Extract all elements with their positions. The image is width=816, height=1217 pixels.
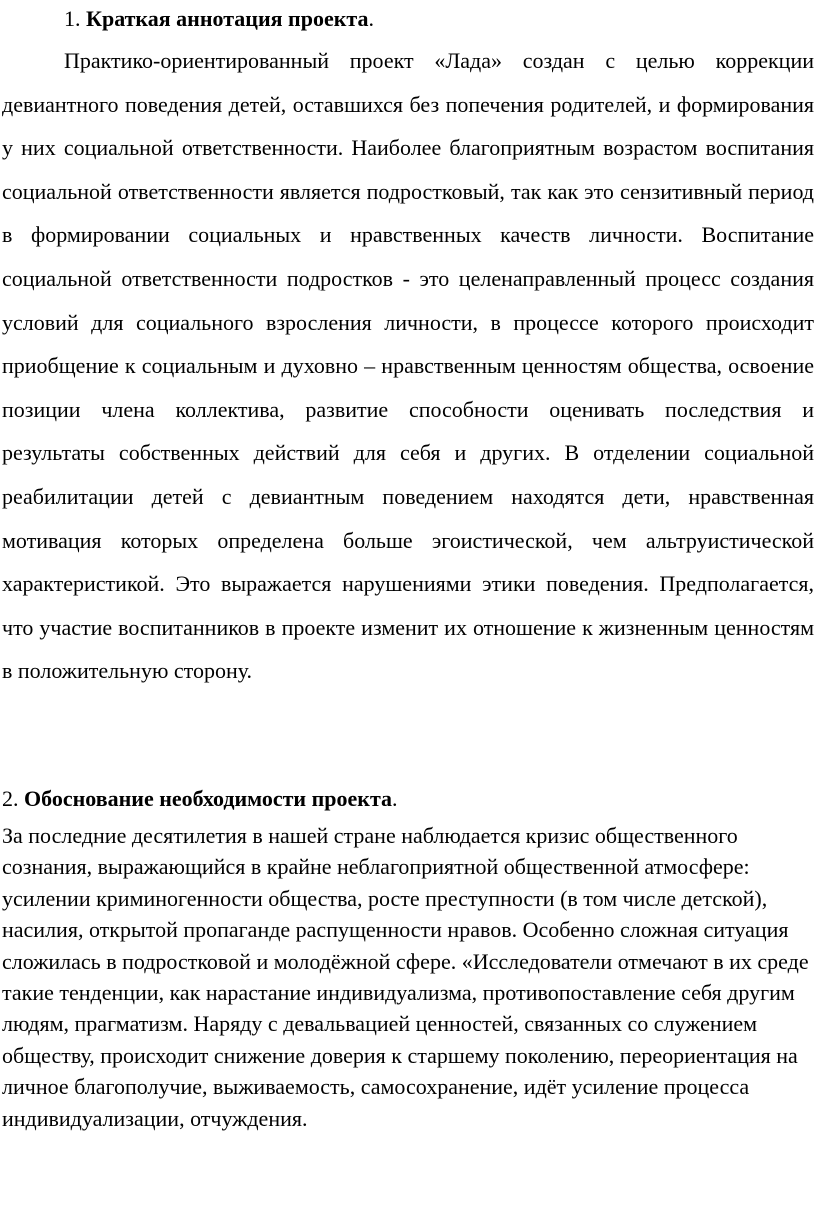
section-2-title: Обоснование необходимости проекта	[24, 786, 393, 811]
section-2-paragraph	[2, 820, 814, 1134]
section-1-heading	[0, 4, 816, 34]
section-1-period: .	[368, 6, 374, 31]
section-2-heading	[0, 784, 816, 814]
section-1-text: Практико-ориентированный проект «Лада» создан с целью коррекции девиантного поведения детей, оставшихся без попечения родителей, и формирования у них социальной ответственности. Наиболее благоприятным возрастом воспитания социальной ответственности является подростковый, так как это сензитивный период в формировании социальных и нравственных качеств личности. Воспитание социальной ответственности подростков - это целенаправленный процесс создания условий для социального взросления личности, в процессе которого происходит приобщение к социальным и духовно – нравственным ценностям общества, освоение позиции члена коллектива, развитие способности оценивать последствия и результаты собственных действий для себя и других. В отделении социальной реабилитации детей с девиантным поведением находятся дети, нравственная мотивация которых определена больше эгоистической, чем альтруистической характеристикой. Это выражается нарушениями этики поведения. Предполагается, что участие воспитанников в проекте изменит их отношение к жизненным ценностям в положительную сторону.	[2, 48, 814, 684]
section-2-text: За последние десятилетия в нашей стране наблюдается кризис общественного сознания, выражающийся в крайне неблагоприятной общественной атмосфере: усилении криминогенности общества, росте преступности (в том числе детской), насилия, открытой пропаганде распущенности нравов. Особенно сложная ситуация сложилась в подростковой и молодёжной сфере. «Исследователи отмечают в их среде такие тенденции, как нарастание индивидуализма, противопоставление себя другим людям, прагматизм. Наряду с девальвацией ценностей, связанных со служением обществу, происходит снижение доверия к старшему поколению, переориентация на личное благополучие, выживаемость, самосохранение, идёт усиление процесса индивидуализации, отчуждения.	[2, 823, 809, 1131]
section-2-period: .	[392, 786, 398, 811]
section-1-title: Краткая аннотация проекта	[86, 6, 369, 31]
section-1-paragraph	[2, 39, 814, 693]
section-2-number: 2.	[2, 786, 19, 811]
section-1-number: 1.	[64, 6, 81, 31]
